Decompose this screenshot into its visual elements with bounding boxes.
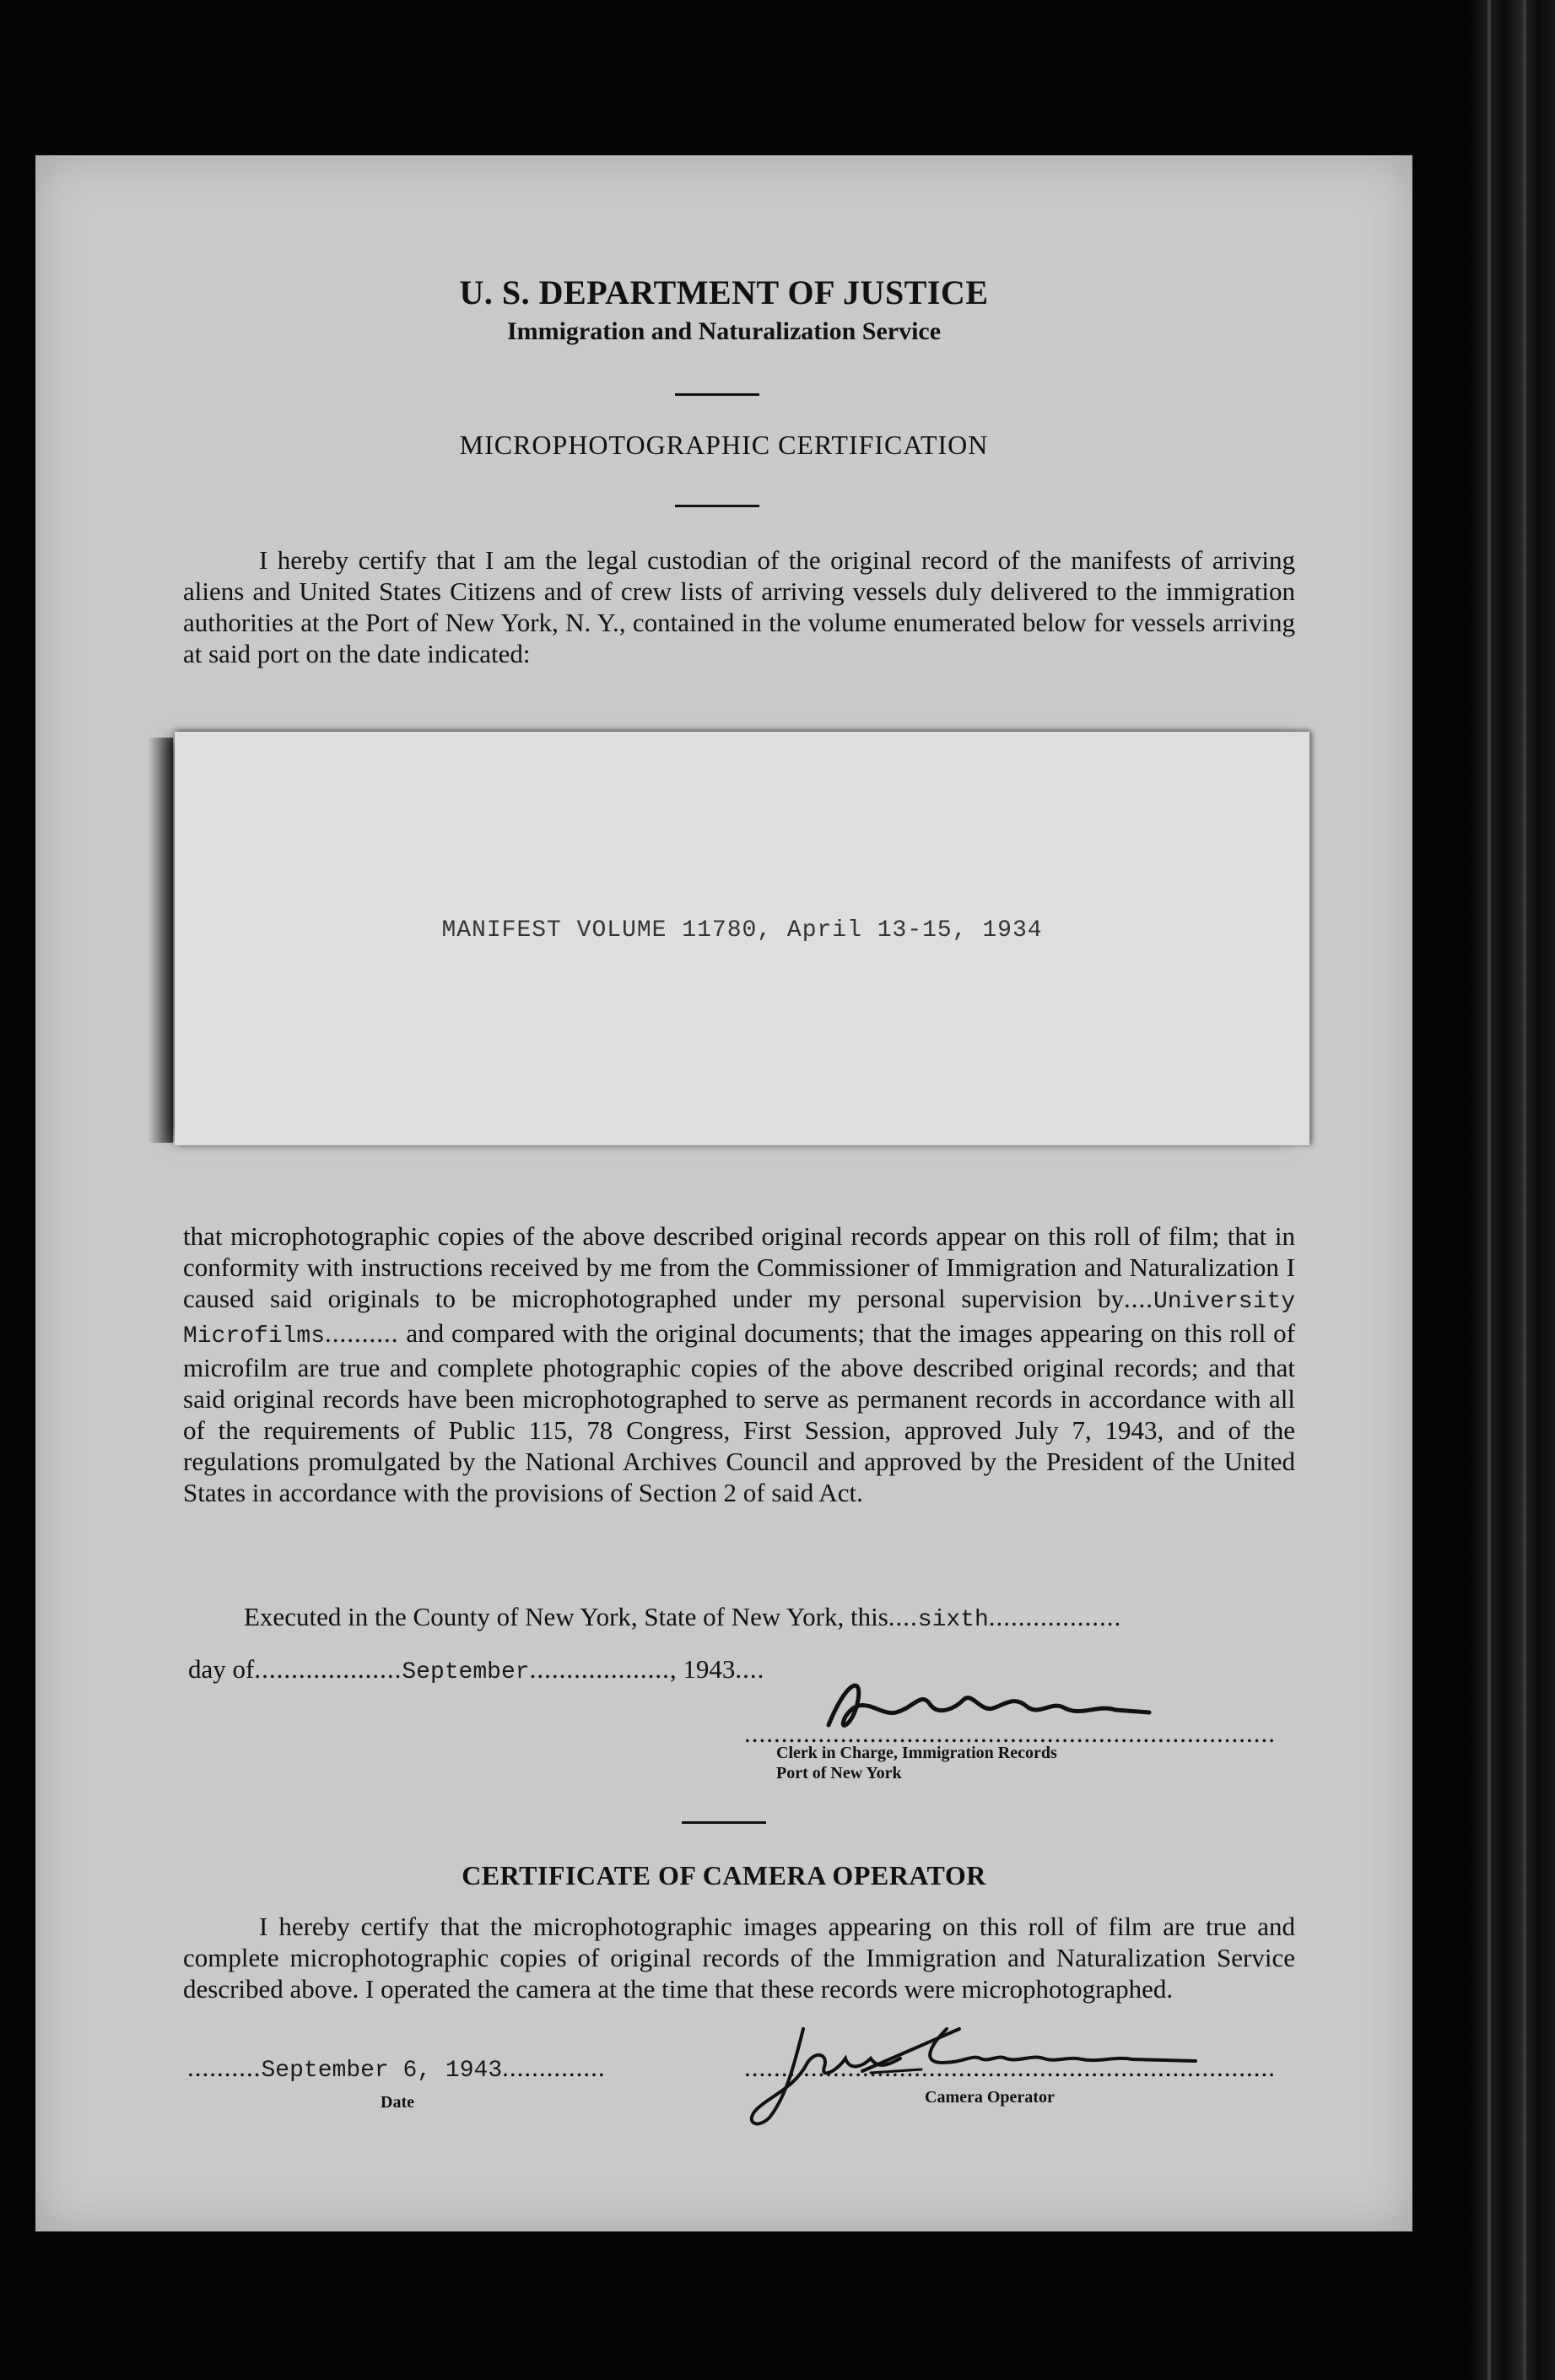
- divider: [675, 505, 759, 507]
- custodian-paragraph: [183, 544, 1295, 669]
- service-subtitle: Immigration and Naturalization Service: [506, 317, 942, 345]
- operator-label: Camera Operator: [925, 2088, 1055, 2107]
- operator-signature: [736, 2012, 1208, 2139]
- film-edge-line: [1523, 0, 1526, 2380]
- operator-signature-line: ........................................................................: [744, 2053, 1276, 2082]
- date-label: Date: [381, 2093, 414, 2112]
- custodian-text: I hereby certify that I am the legal custodian of the original record of the manifests of arriving aliens and United States Citizens and of crew lists of arriving vessels duly delivered to the immigration authorities at the Port of New York, N. Y., contained in the volume enumerated below for vessels arriving at said port on the date indicated:: [183, 545, 1295, 668]
- day-of-label: day of: [188, 1654, 255, 1684]
- volume-slip: [175, 732, 1309, 1145]
- copies-text-after: and compared with the original documents; that the images appearing on this roll of microfilm are true and complete photographic copies of the above described original records; and that said original records have been microphotographed to serve as permanent records in accordance with all of the requirements of Public 115, 78 Congress, First Session, approved July 7, 1943, and of the regulations promulgated by the National Archives Council and approved by the President of the United States in accordance with the provisions of Section 2 of said Act.: [183, 1318, 1296, 1507]
- camera-text: I hereby certify that the microphotographic images appearing on this roll of film are true and complete microphotographic copies of original records of the Immigration and Naturalization Service described above. I operated the camera at the time that these records were microphotographed.: [183, 1912, 1295, 2004]
- divider: [682, 1821, 766, 1824]
- camera-paragraph: [183, 1911, 1295, 2004]
- clerk-title-1: Clerk in Charge, Immigration Records: [776, 1744, 1057, 1762]
- divider: [675, 393, 759, 396]
- camera-heading: CERTIFICATE OF CAMERA OPERATOR: [462, 1860, 986, 1890]
- volume-label: MANIFEST VOLUME 11780, April 13-15, 1934: [441, 917, 1043, 944]
- executed-line: Executed in the County of New York, State of New York, this....sixth..................: [244, 1602, 1122, 1633]
- date-line: ..........September 6, 1943..............: [187, 2053, 606, 2084]
- film-edge-line: [1488, 0, 1491, 2380]
- executed-month: September: [402, 1659, 530, 1685]
- certificate-sheet: [35, 155, 1412, 2231]
- copies-paragraph: that microphotographic copies of the above described original records appear on this roll of film; that in conformity with instructions received by me from the Commissioner of Immigration and Naturalization I caused said originals to be microphotographed under my personal supervision by....University Microfilms.......... and compared with the original documents; that the images appearing on this roll of microfilm are true and complete photographic copies of the above described original records; and that said original records have been microphotographed to serve as permanent records in accordance with all of the requirements of Public 115, 78 Congress, First Session, approved July 7, 1943, and of the regulations promulgated by the National Archives Council and approved by the President of the United States in accordance with the provisions of Section 2 of said Act.: [183, 1221, 1296, 1507]
- slip-shadow: [148, 738, 173, 1143]
- clerk-title-2: Port of New York: [776, 1764, 902, 1782]
- clerk-signature-line: ........................................................................: [744, 1718, 1276, 1748]
- camera-date: September 6, 1943: [261, 2058, 503, 2084]
- department-title: U. S. DEPARTMENT OF JUSTICE: [459, 273, 989, 311]
- executed-year: , 1943: [669, 1654, 736, 1684]
- day-of-line: day of....................September..................., 1943....: [188, 1654, 765, 1685]
- executed-text: Executed in the County of New York, State of New York, this: [244, 1602, 888, 1631]
- executed-day: sixth: [917, 1607, 989, 1633]
- film-edge: [1471, 0, 1555, 2380]
- filmed-by: University Microfilms: [183, 1289, 1295, 1350]
- clerk-signature: [812, 1666, 1166, 1746]
- certification-title: MICROPHOTOGRAPHIC CERTIFICATION: [459, 430, 989, 460]
- copies-text-before: that microphotographic copies of the above described original records appear on this roll of film; that in conformity with instructions received by me from the Commissioner of Immigration and Naturalization I caused said originals to be microphotographed under my personal supervision by: [183, 1221, 1295, 1313]
